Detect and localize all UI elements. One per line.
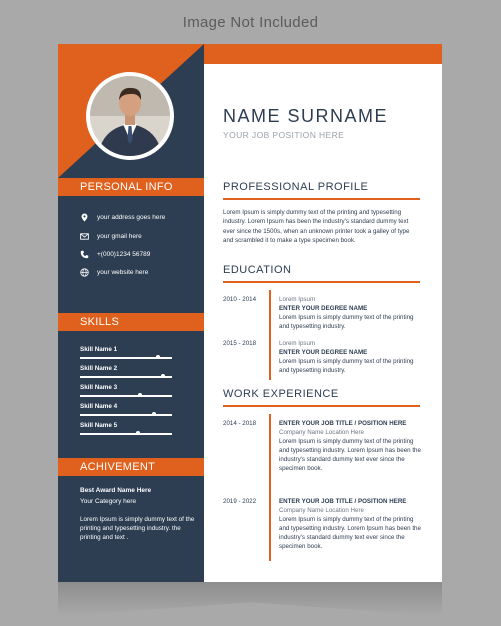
experience-description: Lorem Ipsum is simply dummy text of the printing and typesetting industry. Lorem Ipsum has been the industry's standard dummy text ever since the specimen book. bbox=[279, 516, 421, 550]
job-title: ENTER YOUR JOB TITLE / POSITION HERE bbox=[279, 420, 407, 427]
full-name: NAME SURNAME bbox=[223, 106, 389, 126]
experience-timeline bbox=[269, 414, 271, 561]
skill-row bbox=[80, 384, 172, 397]
job-title: ENTER YOUR JOB TITLE / POSITION HERE bbox=[279, 498, 407, 505]
image-not-included-caption: Image Not Included bbox=[182, 14, 319, 31]
phone-icon bbox=[80, 250, 89, 259]
envelope-icon bbox=[80, 232, 89, 241]
school-name: Lorem Ipsum bbox=[279, 296, 316, 303]
skill-row bbox=[80, 346, 172, 359]
skill-level-knob bbox=[152, 412, 156, 416]
skill-name: Skill Name 2 bbox=[80, 365, 118, 372]
award-category: Your Category here bbox=[80, 498, 137, 505]
profile-heading: PROFESSIONAL PROFILE bbox=[223, 181, 369, 193]
page-shadow-left bbox=[58, 582, 250, 616]
company-name: Company Name Location Here bbox=[279, 429, 364, 436]
contact-phone bbox=[80, 248, 150, 260]
education-description: Lorem Ipsum is simply dummy text of the printing and typesetting industry. bbox=[279, 314, 414, 330]
skill-level-knob bbox=[156, 355, 160, 359]
skill-row bbox=[80, 422, 172, 435]
education-entry bbox=[279, 296, 421, 331]
experience-description: Lorem Ipsum is simply dummy text of the printing and typesetting industry. Lorem Ipsum has been the industry's standard dummy text ever since the specimen book. bbox=[279, 438, 421, 472]
education-years: 2010 - 2014 bbox=[223, 296, 257, 303]
degree-name: ENTER YOUR DEGREE NAME bbox=[279, 349, 368, 356]
education-description: Lorem Ipsum is simply dummy text of the printing and typesetting industry. bbox=[279, 358, 414, 374]
experience-years: 2019 - 2022 bbox=[223, 498, 257, 505]
skills-heading: SKILLS bbox=[58, 313, 204, 331]
education-heading: EDUCATION bbox=[223, 264, 292, 276]
school-name: Lorem Ipsum bbox=[279, 340, 316, 347]
skill-level-bar bbox=[80, 433, 172, 435]
contact-website bbox=[80, 266, 148, 278]
skill-row bbox=[80, 403, 172, 416]
contact-website-text: your website here bbox=[97, 268, 149, 276]
skill-level-knob bbox=[161, 374, 165, 378]
job-position: YOUR JOB POSITION HERE bbox=[223, 130, 345, 140]
skill-level-bar bbox=[80, 414, 172, 416]
globe-icon bbox=[80, 268, 89, 277]
skill-name: Skill Name 1 bbox=[80, 346, 118, 353]
location-pin-icon bbox=[80, 213, 89, 222]
experience-heading: WORK EXPERIENCE bbox=[223, 388, 339, 400]
company-name: Company Name Location Here bbox=[279, 507, 364, 514]
contact-address bbox=[80, 211, 165, 223]
skill-row bbox=[80, 365, 172, 378]
page-shadow-right bbox=[250, 582, 442, 616]
skill-level-bar bbox=[80, 357, 172, 359]
top-accent-bar bbox=[204, 44, 442, 64]
contact-email-text: your gmail here bbox=[97, 232, 142, 240]
education-timeline bbox=[269, 290, 271, 380]
skill-level-knob bbox=[136, 431, 140, 435]
skill-name: Skill Name 5 bbox=[80, 422, 118, 429]
skill-name: Skill Name 3 bbox=[80, 384, 118, 391]
experience-entry bbox=[279, 498, 421, 551]
skill-level-bar bbox=[80, 395, 172, 397]
resume-page bbox=[58, 44, 442, 582]
degree-name: ENTER YOUR DEGREE NAME bbox=[279, 305, 368, 312]
education-years: 2015 - 2018 bbox=[223, 340, 257, 347]
contact-address-text: your address goes here bbox=[97, 213, 166, 221]
education-entry bbox=[279, 340, 421, 375]
contact-email bbox=[80, 230, 142, 242]
achievement-heading: ACHIVEMENT bbox=[58, 458, 204, 476]
skill-level-bar bbox=[80, 376, 172, 378]
contact-phone-text: +(000)1234 56789 bbox=[97, 250, 151, 258]
experience-rule bbox=[223, 405, 420, 407]
profile-rule bbox=[223, 198, 420, 200]
award-name: Best Award Name Here bbox=[80, 487, 152, 494]
personal-info-heading: PERSONAL INFO bbox=[58, 178, 204, 196]
skill-name: Skill Name 4 bbox=[80, 403, 118, 410]
education-rule bbox=[223, 281, 420, 283]
profile-photo bbox=[86, 72, 174, 160]
profile-text: Lorem Ipsum is simply dummy text of the printing and typesetting industry. Lorem Ipsum has been the industry's standard dummy text ever since the 1500s, when an unknown printer took a galley of type and scrambled it to make a type specimen book. bbox=[223, 209, 410, 245]
experience-years: 2014 - 2018 bbox=[223, 420, 257, 427]
award-description: Lorem Ipsum is simply dummy text of the printing and typesetting industry. the printing and text . bbox=[80, 516, 195, 541]
skill-level-knob bbox=[138, 393, 142, 397]
experience-entry bbox=[279, 420, 421, 473]
